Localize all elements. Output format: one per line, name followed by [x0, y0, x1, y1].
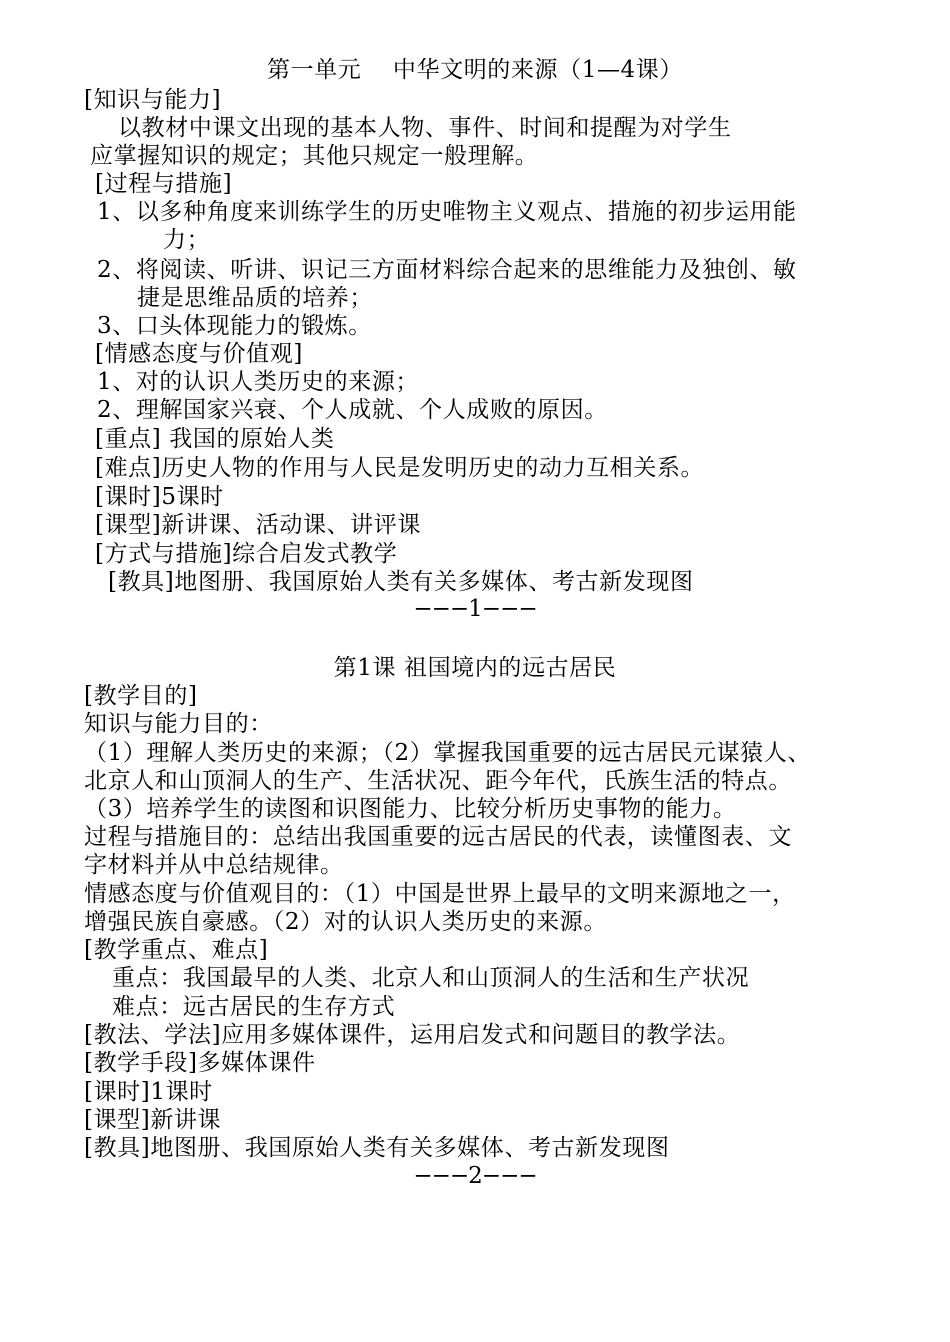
key-point: 重点：我国最早的人类、北京人和山顶洞人的生活和生产状况 — [112, 965, 750, 991]
text-line: 增强民族自豪感。（2）对的认识人类历史的来源。 — [84, 909, 607, 935]
class-type: [课型]新讲课、活动课、讲评课 — [95, 512, 421, 538]
heading-key-difficult-points: [教学重点、难点] — [84, 937, 269, 963]
teaching-means: [教学手段]多媒体课件 — [84, 1050, 316, 1076]
heading-process-method: [过程与措施] — [95, 171, 233, 197]
list-item: 2、将阅读、听讲、识记三方面材料综合起来的思维能力及独创、敏 — [97, 257, 797, 283]
list-item: 3、口头体现能力的锻炼。 — [97, 313, 372, 339]
list-item: 2、理解国家兴衰、个人成就、个人成败的原因。 — [97, 397, 608, 423]
page-number: −−−2−−− — [413, 1163, 537, 1189]
class-hours: [课时]1课时 — [84, 1079, 213, 1105]
class-type: [课型]新讲课 — [84, 1107, 222, 1133]
heading-attitude-values: [情感态度与价值观] — [95, 341, 303, 367]
class-hours: [课时]5课时 — [95, 484, 224, 510]
text-line: 字材料并从中总结规律。 — [84, 852, 344, 878]
text-line: （1）理解人类历史的来源；（2）掌握我国重要的远古居民元谋猿人、 — [84, 740, 811, 766]
teaching-aids: [教具]地图册、我国原始人类有关多媒体、考古新发现图 — [84, 1135, 670, 1161]
text-line: 情感态度与价值观目的：（1）中国是世界上最早的文明来源地之一， — [84, 881, 796, 907]
text-line: 以教材中课文出现的基本人物、事件、时间和提醒为对学生 — [118, 115, 732, 141]
difficult-point: 难点：远古居民的生存方式 — [112, 994, 396, 1020]
list-item: 1、对的认识人类历史的来源； — [97, 369, 420, 395]
difficult-point: [难点]历史人物的作用与人民是发明历史的动力互相关系。 — [95, 455, 705, 481]
text-line: 过程与措施目的：总结出我国重要的远古居民的代表，读懂图表、文 — [84, 824, 792, 850]
list-item: 1、以多种角度来训练学生的历史唯物主义观点、措施的初步运用能 — [97, 199, 797, 225]
list-item-continuation: 捷是思维品质的培养； — [137, 285, 373, 311]
page-number: −−−1−−− — [413, 596, 537, 622]
text-line: 北京人和山顶洞人的生产、生活状况、距今年代，氏族生活的特点。 — [84, 768, 792, 794]
teaching-method: [方式与措施]综合启发式教学 — [95, 541, 398, 567]
lesson-title: 第1课 祖国境内的远古居民 — [333, 655, 617, 681]
text-line: （3）培养学生的读图和识图能力、比较分析历史事物的能力。 — [84, 796, 737, 822]
text-line: 应掌握知识的规定；其他只规定一般理解。 — [90, 143, 539, 169]
unit-title: 第一单元 中华文明的来源（1—4课） — [267, 57, 683, 83]
teaching-aids: [教具]地图册、我国原始人类有关多媒体、考古新发现图 — [108, 569, 694, 595]
text-line: 知识与能力目的： — [84, 711, 273, 737]
heading-knowledge-ability: [知识与能力] — [84, 87, 222, 113]
teaching-method: [教法、学法]应用多媒体课件，运用启发式和问题目的教学法。 — [84, 1022, 741, 1048]
heading-teaching-goals: [教学目的] — [84, 683, 198, 709]
key-point: [重点] 我国的原始人类 — [95, 426, 335, 452]
list-item-continuation: 力； — [163, 227, 211, 253]
